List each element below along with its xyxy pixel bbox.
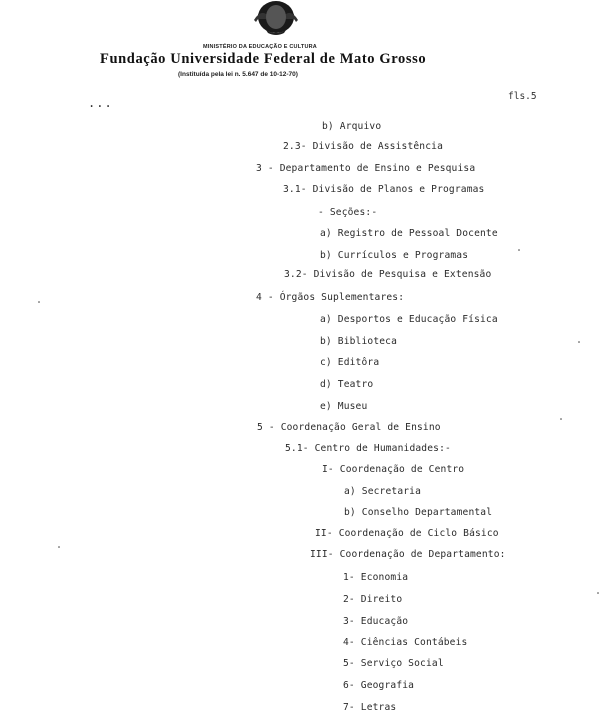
org-item: e) Museu xyxy=(320,401,368,412)
coat-of-arms-seal xyxy=(250,0,302,36)
org-item: 1- Economia xyxy=(343,572,409,583)
ministry-heading: MINISTÉRIO DA EDUCAÇÃO E CULTURA xyxy=(203,44,317,50)
org-item: 5.1- Centro de Humanidades:- xyxy=(285,443,451,454)
org-item: 5- Serviço Social xyxy=(343,658,444,669)
scan-speck xyxy=(560,418,562,420)
scan-speck xyxy=(578,341,580,343)
org-item: b) Conselho Departamental xyxy=(344,507,493,518)
org-item: b) Arquivo xyxy=(322,121,382,132)
org-item: 5 - Coordenação Geral de Ensino xyxy=(257,422,441,433)
page-number: fls.5 xyxy=(508,91,537,102)
org-item: II- Coordenação de Ciclo Básico xyxy=(315,528,499,539)
org-item: 2.3- Divisão de Assistência xyxy=(283,141,443,152)
org-item: 2- Direito xyxy=(343,594,403,605)
org-item: a) Registro de Pessoal Docente xyxy=(320,228,498,239)
founding-law-note: (Instituída pela lei n. 5.647 de 10-12-70) xyxy=(178,71,298,78)
org-item: a) Desportos e Educação Física xyxy=(320,314,498,325)
scan-speck xyxy=(38,301,40,303)
org-item: 3 - Departamento de Ensino e Pesquisa xyxy=(256,163,476,174)
org-item: b) Currículos e Programas xyxy=(320,250,469,261)
org-item: 3.1- Divisão de Planos e Programas xyxy=(283,184,485,195)
org-item: 3.2- Divisão de Pesquisa e Extensão xyxy=(284,269,492,280)
scan-speck xyxy=(58,546,60,548)
org-item: I- Coordenação de Centro xyxy=(322,464,465,475)
org-item: 3- Educação xyxy=(343,616,409,627)
org-item: b) Biblioteca xyxy=(320,336,398,347)
org-item: 7- Letras xyxy=(343,702,397,713)
scan-speck xyxy=(518,249,520,251)
org-item: - Seções:- xyxy=(318,207,378,218)
org-item: a) Secretaria xyxy=(344,486,422,497)
org-item: 4 - Órgãos Suplementares: xyxy=(256,292,405,303)
org-item: d) Teatro xyxy=(320,379,374,390)
scan-speck xyxy=(597,592,599,594)
org-item: 6- Geografia xyxy=(343,680,415,691)
continuation-ellipsis: ... xyxy=(88,96,113,110)
org-item: c) Editôra xyxy=(320,357,380,368)
org-item: 4- Ciências Contábeis xyxy=(343,637,468,648)
foundation-name: Fundação Universidade Federal de Mato Grosso xyxy=(100,51,427,67)
org-item: III- Coordenação de Departamento: xyxy=(310,549,506,560)
